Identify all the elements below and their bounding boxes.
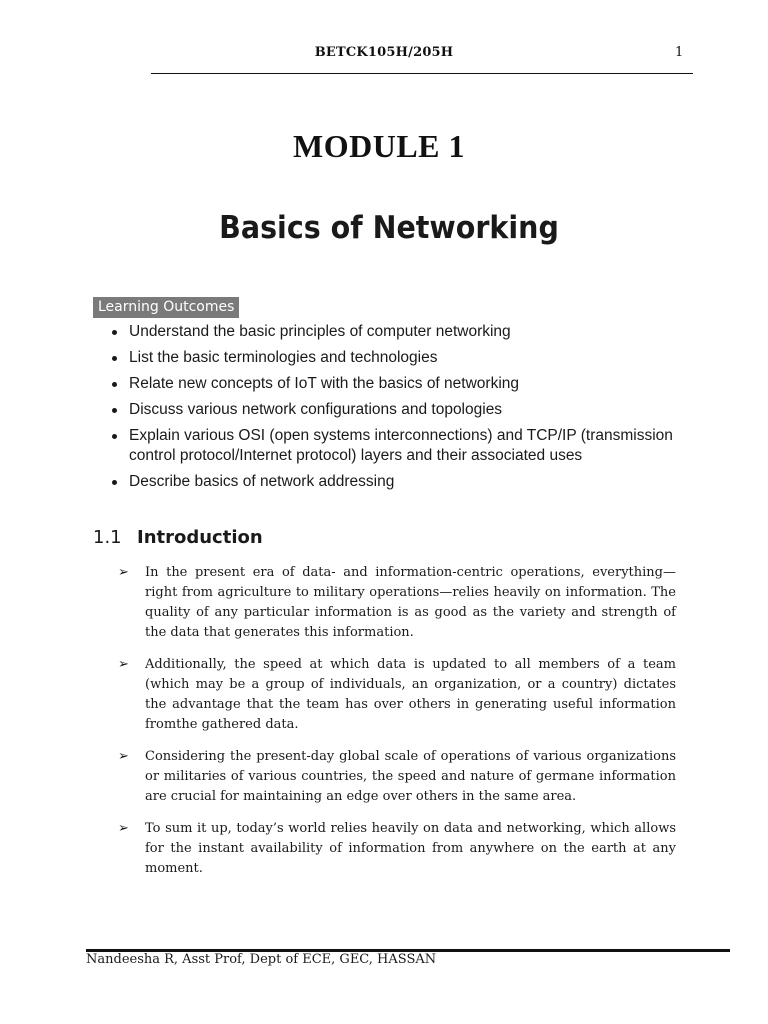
bullet-dot-icon bbox=[112, 480, 117, 485]
section-number: 1.1 bbox=[93, 527, 122, 548]
section-heading bbox=[93, 527, 263, 548]
bullet-dot-icon bbox=[112, 356, 117, 361]
introduction-list bbox=[118, 563, 676, 891]
arrowhead-bullet-icon: ➢ bbox=[118, 749, 129, 764]
introduction-text: In the present era of data- and information-centric operations, everything—right from agriculture to military operations—relies heavily on information. The quality of any particular information is as good as the variety and strength of the data that generates this information. bbox=[145, 565, 676, 640]
learning-outcome-item bbox=[112, 472, 682, 492]
introduction-paragraph bbox=[118, 563, 676, 643]
arrowhead-bullet-icon: ➢ bbox=[118, 821, 129, 836]
introduction-paragraph bbox=[118, 655, 676, 735]
learning-outcomes-list bbox=[112, 322, 682, 498]
introduction-text: Considering the present-day global scale of operations of various organizations or militaries of various countries, the speed and nature of germane information are crucial for maintaining an edge over others in the same area. bbox=[145, 749, 676, 804]
learning-outcome-text: Relate new concepts of IoT with the basics of networking bbox=[129, 375, 520, 392]
learning-outcomes-badge: Learning Outcomes bbox=[93, 297, 239, 318]
learning-outcome-item bbox=[112, 348, 682, 368]
arrowhead-bullet-icon: ➢ bbox=[118, 657, 129, 672]
introduction-text: Additionally, the speed at which data is updated to all members of a team (which may be a group of individuals, an organization, or a country) dictates the advantage that the team has over others in generating useful information fromthe gathered data. bbox=[145, 657, 676, 732]
learning-outcome-item bbox=[112, 400, 682, 420]
learning-outcome-text: List the basic terminologies and technologies bbox=[129, 349, 438, 366]
introduction-paragraph bbox=[118, 819, 676, 879]
section-title: Introduction bbox=[137, 527, 263, 548]
learning-outcome-text: Understand the basic principles of computer networking bbox=[129, 323, 511, 340]
bullet-dot-icon bbox=[112, 408, 117, 413]
introduction-text: To sum it up, today’s world relies heavily on data and networking, which allows for the instant availability of information from anywhere on the earth at any moment. bbox=[145, 821, 676, 876]
chapter-title: Basics of Networking bbox=[219, 210, 559, 246]
introduction-paragraph bbox=[118, 747, 676, 807]
header-rule bbox=[151, 73, 693, 74]
learning-outcome-text: Describe basics of network addressing bbox=[129, 473, 395, 490]
learning-outcome-item bbox=[112, 374, 682, 394]
learning-outcome-text: Explain various OSI (open systems interconnections) and TCP/IP (transmission control protocol/Internet protocol) layers and their associated uses bbox=[129, 427, 673, 464]
learning-outcome-item bbox=[112, 426, 682, 466]
course-code: BETCK105H/205H bbox=[314, 45, 454, 60]
page-number: 1 bbox=[675, 45, 684, 60]
learning-outcome-item bbox=[112, 322, 682, 342]
bullet-dot-icon bbox=[112, 382, 117, 387]
module-title: MODULE 1 bbox=[293, 128, 465, 164]
footer-author: Nandeesha R, Asst Prof, Dept of ECE, GEC, HASSAN bbox=[86, 952, 437, 967]
arrowhead-bullet-icon: ➢ bbox=[118, 565, 129, 580]
learning-outcome-text: Discuss various network configurations and topologies bbox=[129, 401, 503, 418]
bullet-dot-icon bbox=[112, 330, 117, 335]
bullet-dot-icon bbox=[112, 434, 117, 439]
